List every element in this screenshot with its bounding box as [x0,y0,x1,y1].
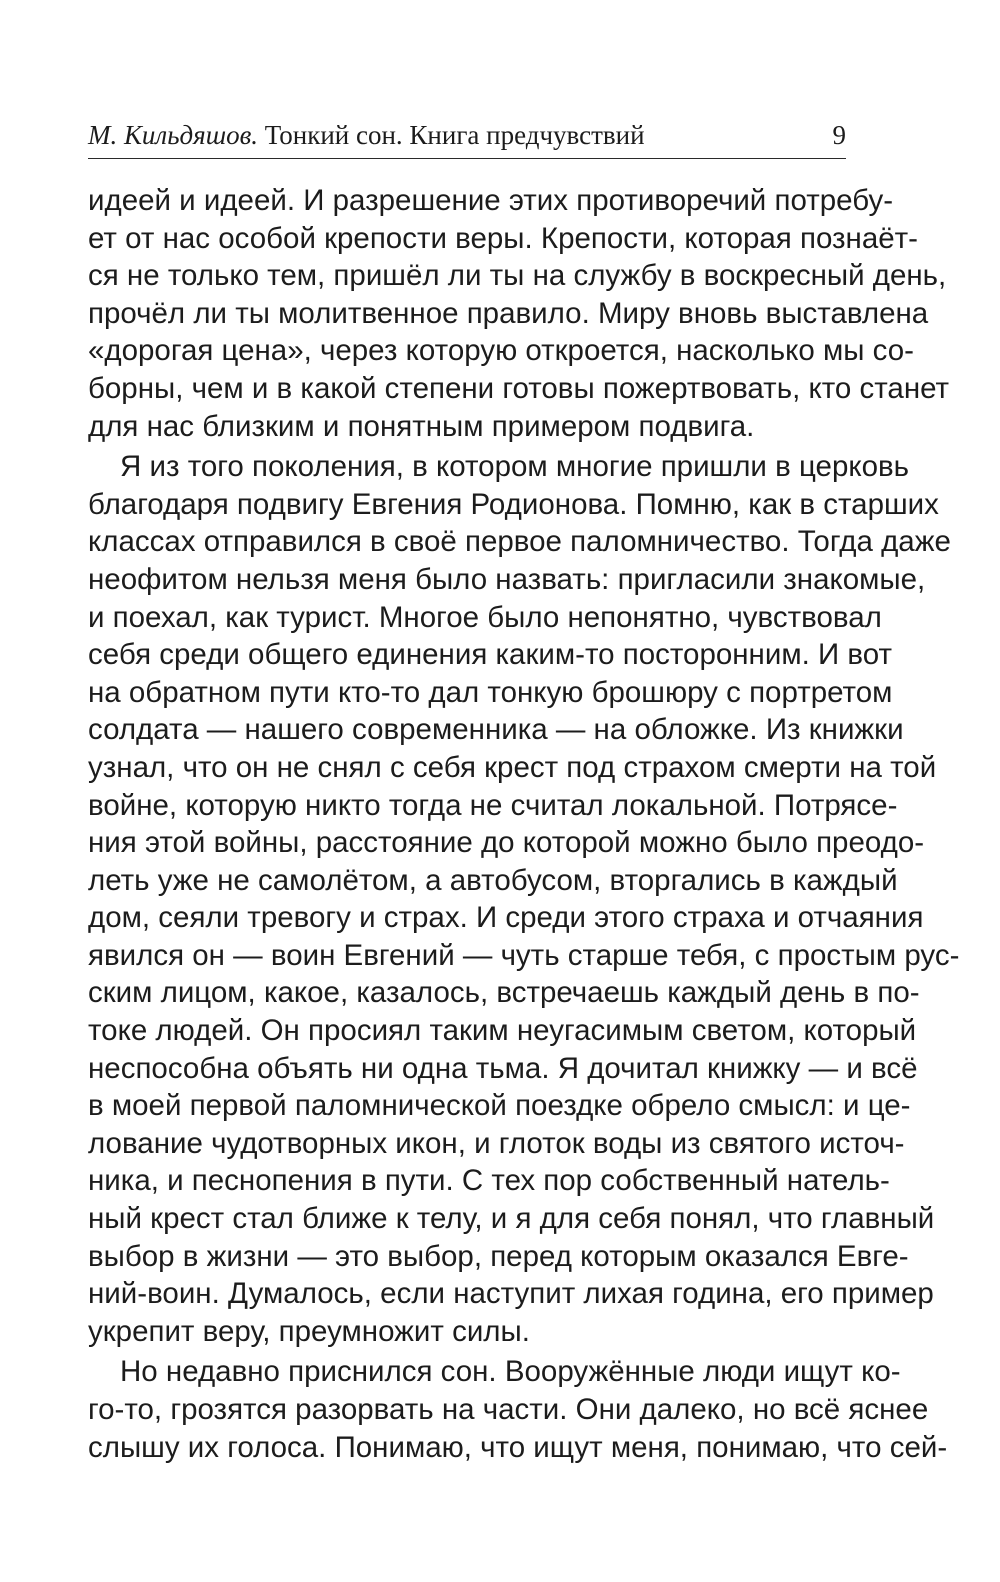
text-line: солдата — нашего современника — на обложке. Из книжки [88,713,904,747]
text-line: слышу их голоса. Понимаю, что ищут меня, понимаю, что сей- [88,1430,948,1464]
paragraph-2 [88,448,960,1350]
text-line: токе людей. Он просиял таким неугасимым светом, который [88,1014,917,1048]
body-text [88,182,960,1466]
text-line: войне, которую никто тогда не считал локальной. Потрясе- [88,788,898,822]
text-line: ный крест стал ближе к телу, и я для себя понял, что главный [88,1202,935,1236]
text-line: ника, и песнопения в пути. С тех пор собственный натель- [88,1164,890,1198]
text-line: узнал, что он не снял с себя крест под страхом смерти на той [88,750,937,784]
text-line: явился он — воин Евгений — чуть старше тебя, с простым рус- [88,938,960,972]
text-line: идеей и идеей. И разрешение этих противоречий потребу- [88,184,894,217]
paragraph-3 [88,1353,948,1466]
header-rule [88,158,846,159]
text-line: леть уже не самолётом, а автобусом, вторгались в каждый [88,863,898,897]
text-line: классах отправился в своё первое паломничество. Тогда даже [88,525,951,559]
text-line: и поехал, как турист. Многое было непонятно, чувствовал [88,600,882,634]
text-line: неофитом нельзя меня было назвать: пригласили знакомые, [88,562,926,596]
text-line: борны, чем и в какой степени готовы пожертвовать, кто станет [88,371,950,405]
text-line: лование чудотворных икон, и глоток воды из святого источ- [88,1126,905,1160]
text-line: ет от нас особой крепости веры. Крепости, которая познаёт- [88,221,918,255]
text-line: благодаря подвигу Евгения Родионова. Помню, как в старших [88,487,939,521]
text-line: выбор в жизни — это выбор, перед которым оказался Евге- [88,1239,909,1273]
text-line: на обратном пути кто-то дал тонкую брошюру с портретом [88,675,893,709]
text-line: неспособна объять ни одна тьма. Я дочитал книжку — и всё [88,1051,918,1085]
text-line: «дорогая цена», через которую откроется, насколько мы со- [88,334,914,368]
header-title: Тонкий сон. Книга предчувствий [264,120,645,150]
text-line: для нас близким и понятным примером подвига. [88,409,755,443]
text-line: укрепит веру, преумножит силы. [88,1314,530,1348]
text-line: ния этой войны, расстояние до которой можно было преодо- [88,826,925,860]
text-line: ским лицом, какое, казалось, встречаешь каждый день в по- [88,976,920,1010]
text-line: ся не только тем, пришёл ли ты на службу в воскресный день, [88,259,947,293]
paragraph-1 [88,182,950,445]
text-line: прочёл ли ты молитвенное правило. Миру вновь выставлена [88,296,929,330]
text-line: себя среди общего единения каким-то посторонним. И вот [88,638,893,672]
text-line: Я из того поколения, в котором многие пришли в церковь [120,450,910,484]
page-number: 9 [832,120,846,150]
text-line: ний-воин. Думалось, если наступит лихая година, его пример [88,1277,934,1311]
header-author: М. Кильдяшов. [88,120,259,150]
running-header [88,118,846,158]
text-line: в моей первой паломнической поездке обрело смысл: и це- [88,1089,911,1123]
text-line: дом, сеяли тревогу и страх. И среди этого страха и отчаяния [88,901,924,935]
text-line: Но недавно приснился сон. Вооружённые люди ищут ко- [120,1355,901,1389]
text-line: го-то, грозятся разорвать на части. Они далеко, но всё яснее [88,1393,929,1426]
